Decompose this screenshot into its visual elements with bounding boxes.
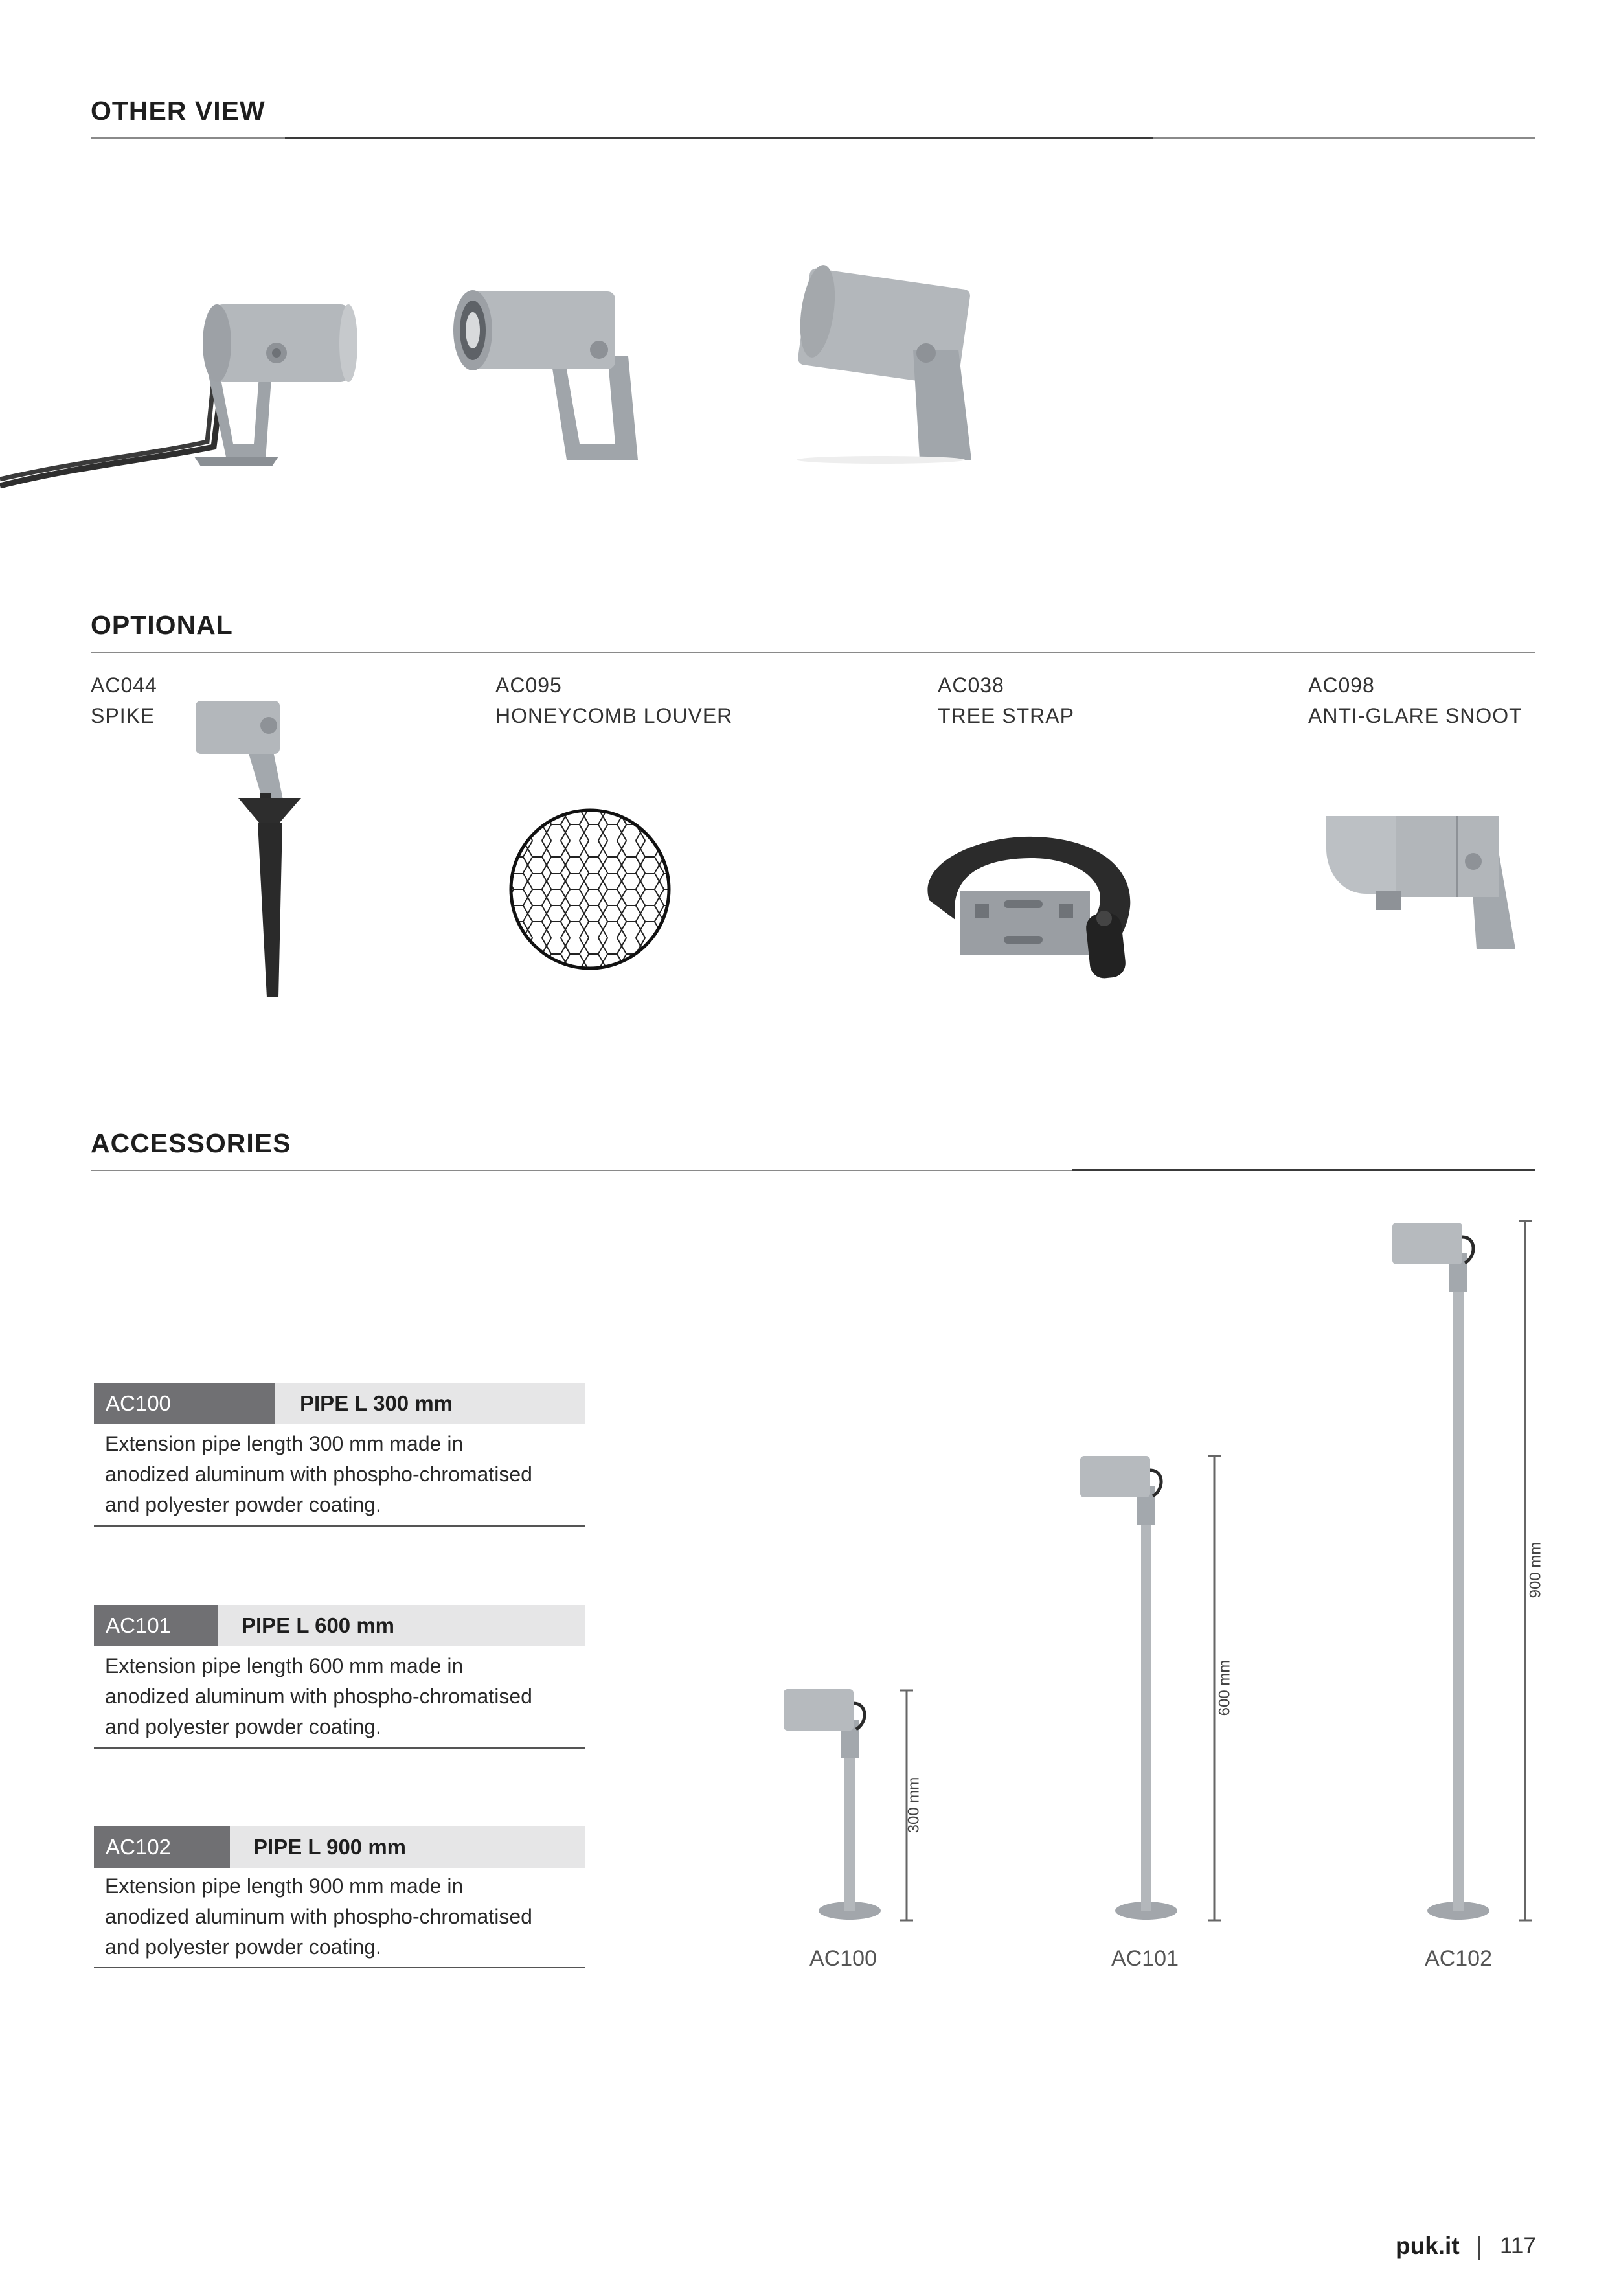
optional-name-honeycomb-louver: HONEYCOMB LOUVER	[495, 704, 733, 727]
accessory-header-ac102	[94, 1826, 585, 1868]
tree-strap-image	[903, 823, 1143, 984]
anti-glare-snoot-image	[1321, 810, 1522, 959]
footer-site: puk.it	[1396, 2233, 1460, 2259]
accessory-divider-ac101	[94, 1747, 585, 1749]
accessory-code-ac101: AC101	[94, 1605, 218, 1646]
accessory-description-ac100: Extension pipe length 300 mm made in anodized aluminum with phospho-chromatised and polyester powder coating.	[105, 1432, 532, 1516]
honeycomb-louver-image	[509, 808, 671, 970]
accessory-divider-ac100	[94, 1525, 585, 1527]
spotlight-side-view-image	[790, 272, 984, 466]
optional-title: OPTIONAL	[91, 610, 233, 640]
other-view-rule-accent	[285, 137, 1153, 139]
accessory-name-ac101: PIPE L 600 mm	[242, 1613, 395, 1637]
optional-code-ac095: AC095	[495, 674, 562, 697]
dimension-label-600mm: 600 mm	[1216, 1659, 1234, 1716]
accessory-header-ac101	[94, 1605, 585, 1646]
accessory-name-ac100: PIPE L 300 mm	[300, 1391, 453, 1415]
spotlight-front-view-image	[440, 272, 661, 466]
other-view-title: OTHER VIEW	[91, 96, 266, 126]
footer-page-number: 117	[1500, 2233, 1536, 2258]
accessory-name-ac102: PIPE L 900 mm	[253, 1835, 407, 1859]
optional-name-spike: SPIKE	[91, 704, 155, 727]
optional-name-anti-glare-snoot: ANTI-GLARE SNOOT	[1308, 704, 1523, 727]
accessory-code-ac100: AC100	[94, 1383, 275, 1424]
dimension-label-900mm: 900 mm	[1526, 1541, 1545, 1598]
pipe-label-ac102: AC102	[1425, 1946, 1492, 1971]
spotlight-with-cable-image	[0, 272, 376, 492]
accessory-code-ac102: AC102	[94, 1826, 230, 1868]
accessory-description-ac102: Extension pipe length 900 mm made in anodized aluminum with phospho-chromatised and polyester powder coating.	[105, 1874, 532, 1959]
optional-name-tree-strap: TREE STRAP	[938, 704, 1074, 727]
accessories-rule-accent	[1072, 1169, 1535, 1171]
dimension-label-300mm: 300 mm	[905, 1777, 923, 1834]
accessories-title: ACCESSORIES	[91, 1128, 291, 1158]
footer-separator	[1478, 2236, 1480, 2260]
optional-code-ac098: AC098	[1308, 674, 1375, 697]
accessory-header-ac100	[94, 1383, 585, 1424]
pipe-label-ac101: AC101	[1111, 1946, 1179, 1971]
optional-rule	[91, 652, 1535, 653]
optional-code-ac038: AC038	[938, 674, 1004, 697]
accessory-divider-ac102	[94, 1967, 585, 1968]
pipe-label-ac100: AC100	[809, 1946, 877, 1971]
spike-image	[188, 693, 317, 1004]
accessory-description-ac101: Extension pipe length 600 mm made in anodized aluminum with phospho-chromatised and polyester powder coating.	[105, 1654, 532, 1738]
optional-code-ac044: AC044	[91, 674, 157, 697]
